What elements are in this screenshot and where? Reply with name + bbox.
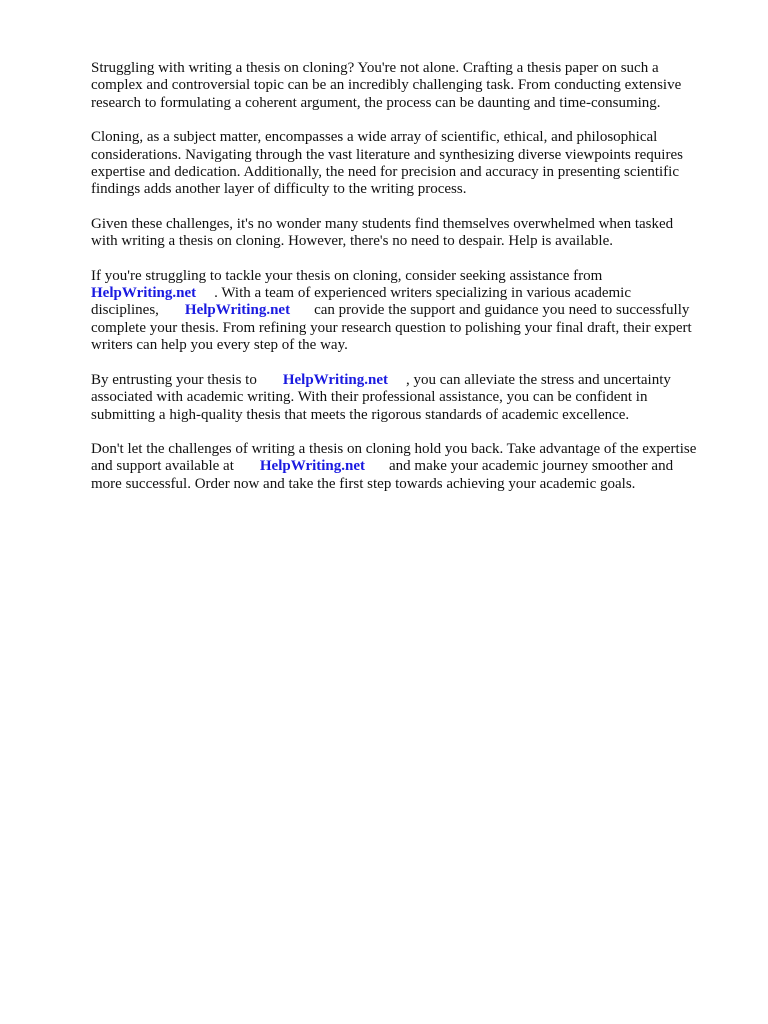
text-line: writers can help you every step of the way. (91, 337, 348, 354)
text-line (91, 302, 731, 319)
document-body (91, 60, 731, 510)
text-line (91, 285, 731, 302)
helpwriting-link[interactable]: HelpWriting.net (184, 302, 291, 319)
text-line: Don't let the challenges of writing a thesis on cloning hold you back. Take advantage of the expertise (91, 440, 697, 457)
text-line: Cloning, as a subject matter, encompasses a wide array of scientific, ethical, and philosophical (91, 129, 658, 146)
helpwriting-link[interactable]: HelpWriting.net (282, 371, 388, 388)
text-line: expertise and dedication. Additionally, the need for precision and accuracy in presenting scientific (91, 164, 679, 181)
text-line (91, 458, 731, 475)
text-line: research to formulating a coherent argument, the process can be daunting and time-consuming. (91, 94, 661, 111)
text-fragment: and make your academic journey smoother and (389, 458, 674, 475)
text-fragment: . With a team of experienced writers specializing in various academic (214, 285, 632, 302)
text-line (91, 372, 731, 389)
paragraph-challenges (91, 216, 731, 251)
text-line: findings adds another layer of difficulty to the writing process. (91, 181, 467, 198)
text-fragment: disciplines, (91, 302, 159, 319)
text-line: complete your thesis. From refining your research question to polishing your final draft, their expert (91, 319, 692, 336)
text-line: with writing a thesis on cloning. However, there's no need to despair. Help is available. (91, 233, 613, 250)
paragraph-assistance (91, 268, 731, 355)
text-line: submitting a high-quality thesis that meets the rigorous standards of academic excellence. (91, 406, 630, 423)
helpwriting-link[interactable]: HelpWriting.net (259, 458, 366, 475)
text-fragment: can provide the support and guidance you need to successfully (314, 302, 690, 319)
text-line: Given these challenges, it's no wonder many students find themselves overwhelmed when tasked (91, 215, 674, 232)
text-line: If you're struggling to tackle your thesis on cloning, consider seeking assistance from (91, 267, 603, 284)
helpwriting-link[interactable]: HelpWriting.net (91, 285, 197, 302)
text-line: considerations. Navigating through the vast literature and synthesizing diverse viewpoints requires (91, 146, 683, 163)
paragraph-entrusting (91, 372, 731, 424)
text-fragment: By entrusting your thesis to (91, 371, 257, 388)
paragraph-cloning (91, 129, 731, 199)
text-fragment: and support available at (91, 458, 234, 475)
text-fragment: , you can alleviate the stress and uncertainty (405, 371, 671, 388)
text-line: more successful. Order now and take the first step towards achieving your academic goals. (91, 475, 636, 492)
text-line: associated with academic writing. With their professional assistance, you can be confident in (91, 389, 648, 406)
text-line: complex and controversial topic can be an incredibly challenging task. From conducting extensive (91, 77, 682, 94)
text-line: Struggling with writing a thesis on cloning? You're not alone. Crafting a thesis paper on such a (91, 60, 659, 76)
paragraph-closing (91, 441, 731, 493)
paragraph-intro (91, 60, 731, 112)
